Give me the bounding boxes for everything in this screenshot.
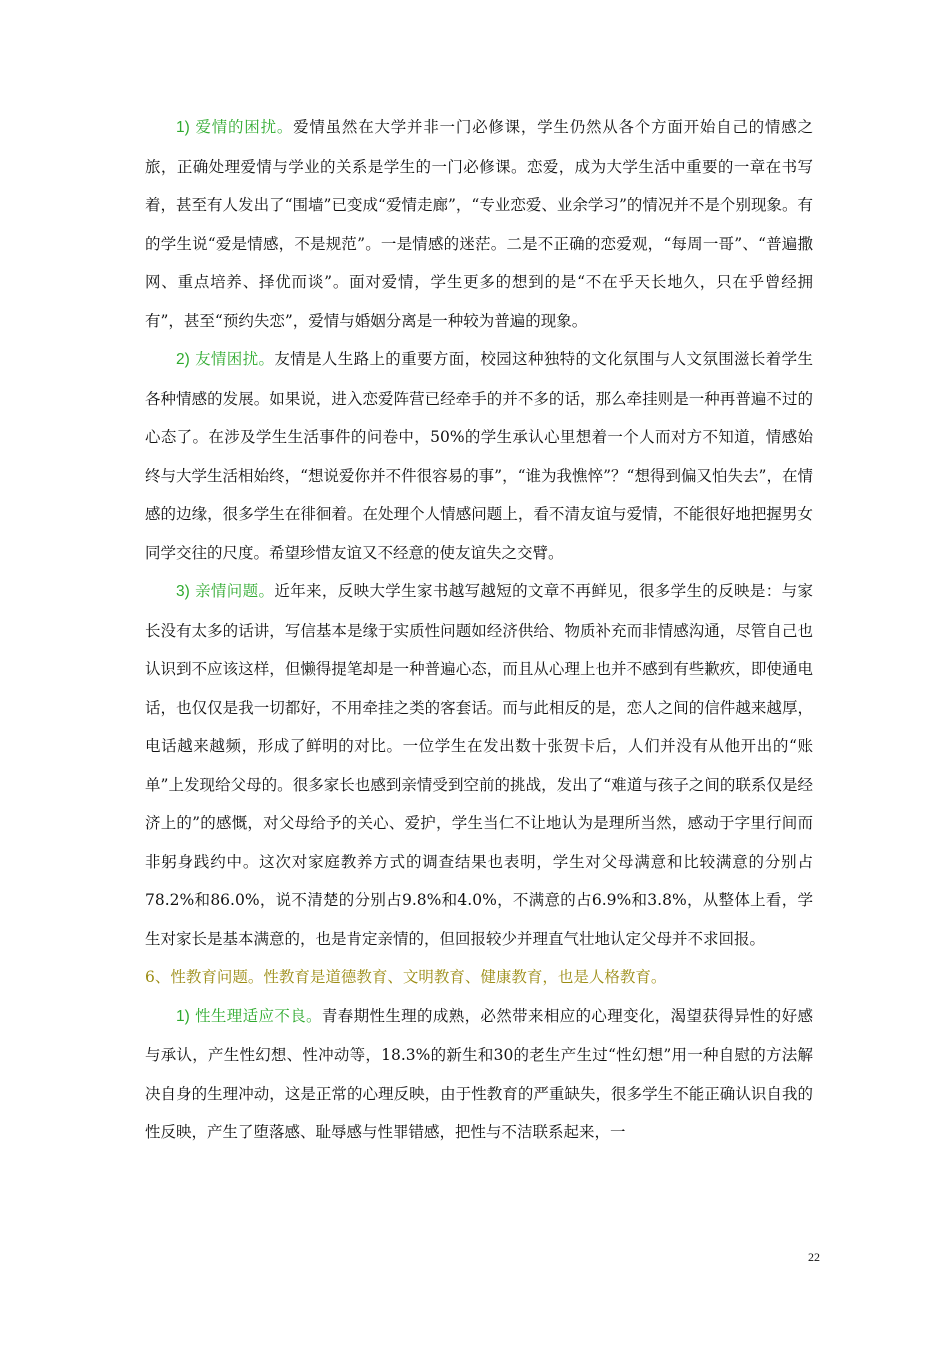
item-number: 1) [176, 119, 190, 136]
item-body: 近年来，反映大学生家书越写越短的文章不再鲜见，很多学生的反映是：与家长没有太多的话讲，写信基本是缘于实质性问题如经济供给、物质补充而非情感沟通，尽管自己也认识到不应该这样，但懒得提笔却是一种普遍心态，而且从心理上也并不感到有些歉疚，即使通电话，也仅仅是我一切都好，不用牵挂之类的客套话。而与此相反的是，恋人之间的信件越来越厚，电话越来越频，形成了鲜明的对比。一位学生在发出数十张贺卡后，人们并没有从他开出的“账单”上发现给父母的。很多家长也感到亲情受到空前的挑战，发出了“难道与孩子之间的联系仅是经济上的”的感慨，对父母给予的关心、爱护，学生当仁不让地认为是理所当然，感动于字里行间而非躬身践约中。这次对家庭教养方式的调查结果也表明，学生对父母满意和比较满意的分别占78.2%和86.0%，说不清楚的分别占9.8%和4.0%，不满意的占6.9%和3.8%，从整体上看，学生对家长是基本满意的，也是肯定亲情的，但回报较少并理直气壮地认定父母并不求回报。 [145, 582, 813, 948]
item-body: 友情是人生路上的重要方面，校园这种独特的文化氛围与人文氛围滋长着学生各种情感的发展。如果说，进入恋爱阵营已经牵手的并不多的话，那么牵挂则是一种再普遍不过的心态了。在涉及学生生活事件的问卷中，50%的学生承认心里想着一个人而对方不知道，情感始终与大学生活相始终，“想说爱你并不件很容易的事”，“谁为我憔悴”？“想得到偏又怕失去”，在情感的边缘，很多学生在徘徊着。在处理个人情感问题上，看不清友谊与爱情，不能很好地把握男女同学交往的尺度。希望珍惜友谊又不经意的使友谊失之交臂。 [145, 350, 813, 562]
item-number: 3) [176, 583, 190, 600]
item-body: 青春期性生理的成熟，必然带来相应的心理变化，渴望获得异性的好感与承认，产生性幻想、性冲动等，18.3%的新生和30的老生产生过“性幻想”用一种自慰的方法解决自身的生理冲动，这是正常的心理反映，由于性教育的严重缺失，很多学生不能正确认识自我的性反映，产生了堕落感、耻辱感与性罪错感，把性与不洁联系起来，一 [145, 1006, 813, 1141]
item-title: 爱情的困扰。 [195, 118, 294, 136]
item-body: 爱情虽然在大学并非一门必修课，学生仍然从各个方面开始自己的情感之旅，正确处理爱情与学业的关系是学生的一门必修课。恋爱，成为大学生活中重要的一章在书写着，甚至有人发出了“围墙”已变成“爱情走廊”，“专业恋爱、业余学习”的情况并不是个别现象。有的学生说“爱是情感，不是规范”。一是情感的迷茫。二是不正确的恋爱观，“每周一哥”、“普遍撒网、重点培养、择优而谈”。面对爱情，学生更多的想到的是“不在乎天长地久，只在乎曾经拥有”，甚至“预约失恋”，爱情与婚姻分离是一种较为普遍的现象。 [145, 118, 813, 330]
paragraph-family [145, 572, 813, 958]
paragraph-love [145, 108, 813, 340]
item-number: 2) [176, 351, 190, 368]
section-heading: 6、性教育问题。性教育是道德教育、文明教育、健康教育，也是人格教育。 [145, 968, 667, 986]
item-title: 亲情问题。 [195, 582, 275, 600]
document-body [145, 108, 813, 1152]
item-title: 性生理适应不良。 [195, 1006, 322, 1025]
item-title: 友情困扰。 [195, 350, 275, 368]
paragraph-friendship [145, 340, 813, 572]
item-number: 1) [176, 1007, 190, 1025]
paragraph-sex-physiology [145, 997, 813, 1152]
page-number: 22 [808, 1250, 820, 1264]
